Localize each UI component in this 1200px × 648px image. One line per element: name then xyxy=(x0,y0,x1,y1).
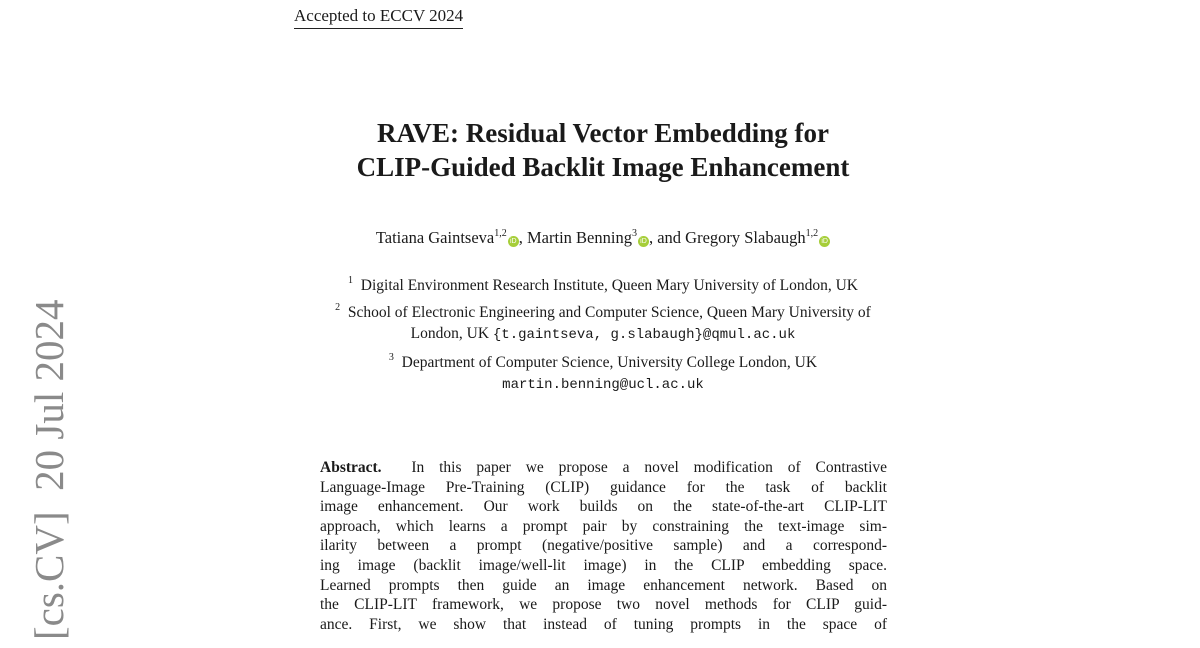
abstract-line: ing image (backlit image/well-lit image) in the CLIP embedding space. xyxy=(320,556,887,574)
author-affil-mark: 1,2 xyxy=(494,228,507,239)
author-name: Gregory Slabaugh xyxy=(685,228,806,247)
orcid-icon[interactable]: iD xyxy=(819,236,830,247)
affil-num: 3 xyxy=(388,351,394,363)
abstract-line: Learned prompts then guide an image enhancement network. Based on xyxy=(320,576,887,594)
orcid-icon[interactable]: iD xyxy=(638,236,649,247)
affil-text: London, UK xyxy=(410,325,490,342)
arxiv-sidebar-stamp: [cs.CV] 20 Jul 2024 xyxy=(26,299,72,640)
venue-note: Accepted to ECCV 2024 xyxy=(294,6,463,29)
abstract-label: Abstract. xyxy=(320,459,382,476)
author-affil-mark: 1,2 xyxy=(805,228,819,239)
affiliation-3 xyxy=(0,347,1200,374)
paper-title xyxy=(0,116,1200,184)
abstract xyxy=(320,458,887,634)
affil-email[interactable]: martin.benning@ucl.ac.uk xyxy=(502,377,704,393)
affil-text: Digital Environment Research Institute, Queen Mary University of London, UK xyxy=(360,277,858,294)
abstract-line: approach, which learns a prompt pair by constraining the text-image sim- xyxy=(320,517,887,535)
title-line-1: RAVE: Residual Vector Embedding for xyxy=(376,118,830,148)
separator: , and xyxy=(648,228,686,247)
abstract-line: image enhancement. Our work builds on the state-of-the-art CLIP-LIT xyxy=(320,498,887,516)
affil-num: 2 xyxy=(335,301,341,313)
author-list xyxy=(0,228,1200,248)
affil-num: 1 xyxy=(348,275,354,286)
affiliation-3-email xyxy=(0,373,1200,397)
separator: , xyxy=(518,228,527,247)
abstract-line: the CLIP-LIT framework, we propose two novel methods for CLIP guid- xyxy=(320,596,887,614)
abstract-line: ilarity between a prompt (negative/positive sample) and a correspond- xyxy=(320,537,887,555)
author-name: Martin Benning xyxy=(527,228,632,247)
author-name: Tatiana Gaintseva xyxy=(375,228,495,247)
abstract-line: Language-Image Pre-Training (CLIP) guidance for the task of backlit xyxy=(320,478,887,496)
affiliation-1 xyxy=(0,270,1200,297)
orcid-icon[interactable]: iD xyxy=(508,236,519,247)
affiliations xyxy=(0,270,1200,397)
affiliation-2-cont xyxy=(0,323,1200,347)
abstract-line: ance. First, we show that instead of tuning prompts in the space of xyxy=(320,615,887,633)
abstract-text: In this paper we propose a novel modification of Contrastive xyxy=(411,459,888,476)
affiliation-2 xyxy=(0,297,1200,324)
title-line-2: CLIP-Guided Backlit Image Enhancement xyxy=(356,152,850,182)
affil-text: Department of Computer Science, University College London, UK xyxy=(401,353,818,371)
affil-text: School of Electronic Engineering and Computer Science, Queen Mary University of xyxy=(347,303,871,321)
abstract-line xyxy=(320,458,887,478)
author-affil-mark: 3 xyxy=(631,228,637,239)
affil-email[interactable]: {t.gaintseva, g.slabaugh}@qmul.ac.uk xyxy=(492,327,796,343)
